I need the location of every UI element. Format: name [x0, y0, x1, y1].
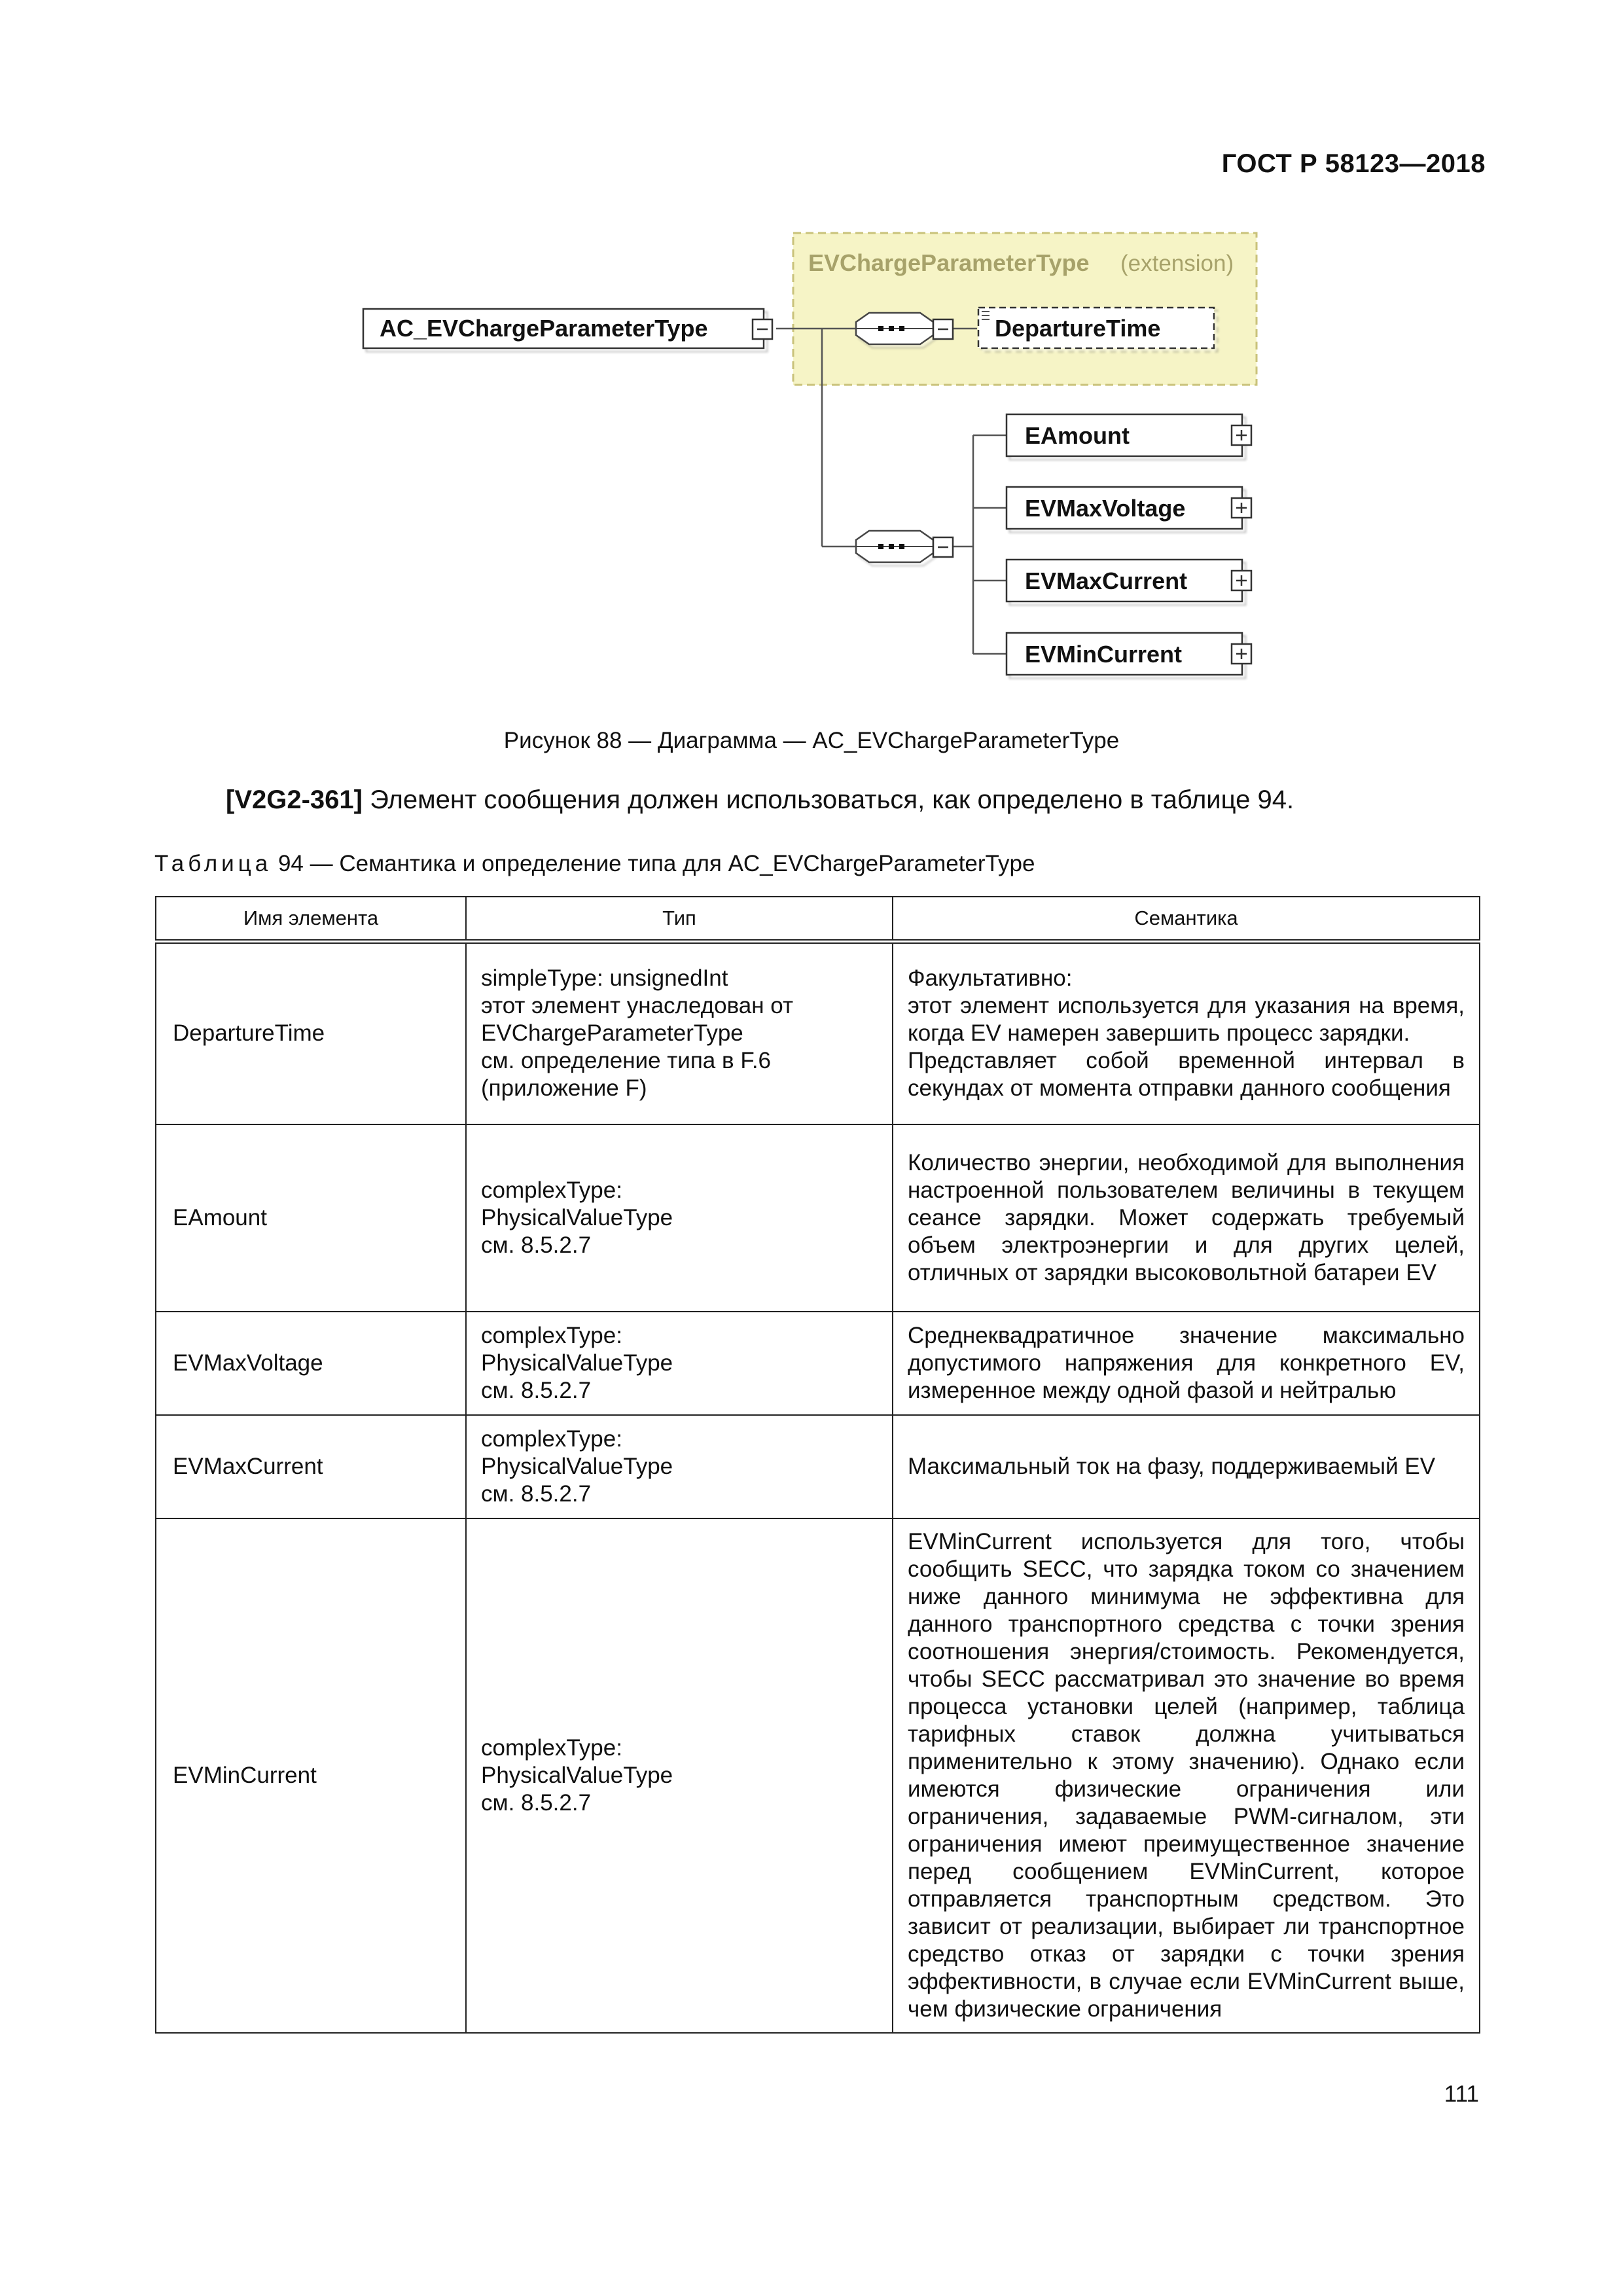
figure-caption: Рисунок 88 — Диаграмма — AC_EVChargeParameterType [503, 728, 1120, 753]
header-type: Тип [466, 897, 893, 942]
table-row [156, 942, 1480, 1124]
table-header-row [156, 897, 1480, 942]
requirement-id: [V2G2-361] [226, 785, 363, 814]
table-title-prefix: Таблица [154, 851, 272, 876]
semantics-table [155, 896, 1480, 2034]
type-line: см. 8.5.2.7 [481, 1377, 592, 1403]
type-line: simpleType: unsignedInt [481, 965, 728, 992]
table-row [156, 1312, 1480, 1415]
cell-element-name: DepartureTime [156, 942, 466, 1124]
evmaxvoltage-label: EVMaxVoltage [1025, 495, 1186, 522]
cell-semantics [893, 1518, 1480, 2033]
table-row [156, 1415, 1480, 1518]
semantics-line: EVMinCurrent используется для того, чтобы сообщить SECC, что зарядка током со значением ниже данного минимума не эффективна для данного транспортного средства с точки зрения соотношения энергия/стоимость. Рекомендуется, чтобы SECC рассматривал это значение во время процесса установки целей (например, таблица тарифных ставок должна учитываться применительно к этому значению). Однако если имеются физические ограничения или ограничения, задаваемые PWM-сигналом, эти ограничения имеют преимущественное значение перед сообщением EVMinCurrent, которое отправляется транспортным средством. Это зависит от реализации, выбирает ли транспортное средство отказ от зарядки с точки зрения эффективности, в случае если EVMinCurrent выше, чем физические ограничения [908, 1528, 1465, 2022]
type-line: complexType: [481, 1322, 622, 1348]
type-line: PhysicalValueType [481, 1453, 673, 1479]
cell-type [466, 1124, 893, 1312]
type-line: EVChargeParameterType [481, 1020, 743, 1047]
table-title-text: 94 — Семантика и определение типа для AC_EVChargeParameterType [272, 851, 1035, 876]
semantics-line: этот элемент используется для указания на время, когда EV намерен завершить процесс зарядки. [908, 993, 1465, 1047]
collapse-icon [753, 319, 772, 339]
document-header: ГОСТ Р 58123—2018 [1221, 149, 1486, 178]
type-line: complexType: [481, 1426, 622, 1452]
table-row [156, 1124, 1480, 1312]
expand-icon [1232, 425, 1251, 445]
type-line: complexType: [481, 1177, 622, 1203]
type-line: см. 8.5.2.7 [481, 1480, 592, 1507]
cell-element-name: EVMaxVoltage [156, 1312, 466, 1415]
header-semantics: Семантика [893, 897, 1480, 942]
cell-type [466, 942, 893, 1124]
cell-element-name: EVMinCurrent [156, 1518, 466, 2033]
cell-semantics [893, 942, 1480, 1124]
cell-type [466, 1415, 893, 1518]
cell-semantics [893, 1124, 1480, 1312]
semantics-line: Факультативно: [908, 965, 1073, 992]
type-line: PhysicalValueType [481, 1204, 673, 1230]
header-element-name: Имя элемента [156, 897, 466, 942]
cell-type [466, 1312, 893, 1415]
table-row [156, 1518, 1480, 2033]
semantics-line: Представляет собой временной интервал в секундах от момента отправки данного сообщения [908, 1048, 1465, 1102]
extension-note: (extension) [1120, 251, 1234, 276]
table-title [154, 851, 1035, 877]
eamount-label: EAmount [1025, 422, 1130, 449]
type-line: (приложение F) [481, 1075, 647, 1102]
expand-icon [1232, 498, 1251, 518]
page-number: 111 [1444, 2081, 1479, 2107]
requirement-text: Элемент сообщения должен использоваться, как определено в таблице 94. [362, 785, 1294, 814]
root-element-label: AC_EVChargeParameterType [380, 315, 708, 342]
semantics-line: Максимальный ток на фазу, поддерживаемый EV [908, 1453, 1436, 1479]
type-line: PhysicalValueType [481, 1350, 673, 1376]
semantics-line: Количество энергии, необходимой для выполнения настроенной пользователем величины в текущем сеансе зарядки. Может содержать требуемый объем электроэнергии и для других целей, отличных от зарядки высоковольтной батареи EV [908, 1149, 1465, 1285]
collapse-icon [933, 537, 953, 557]
requirement-paragraph [226, 785, 1294, 815]
type-line: см. определение типа в F.6 [481, 1048, 772, 1074]
cell-element-name: EAmount [156, 1124, 466, 1312]
type-line: complexType: [481, 1734, 622, 1761]
cell-semantics [893, 1312, 1480, 1415]
cell-element-name: EVMaxCurrent [156, 1415, 466, 1518]
type-line: см. 8.5.2.7 [481, 1232, 592, 1258]
schema-diagram [0, 0, 1623, 720]
cell-type [466, 1518, 893, 2033]
semantics-line: Среднеквадратичное значение максимально допустимого напряжения для конкретного EV, измеренное между одной фазой и нейтралью [908, 1322, 1465, 1403]
type-line: этот элемент унаследован от [481, 993, 794, 1019]
expand-icon [1232, 571, 1251, 590]
cell-semantics [893, 1415, 1480, 1518]
type-line: см. 8.5.2.7 [481, 1789, 592, 1816]
evmincurrent-label: EVMinCurrent [1025, 641, 1183, 668]
departure-time-label: DepartureTime [995, 315, 1161, 342]
collapse-icon [933, 319, 953, 339]
expand-icon [1232, 644, 1251, 664]
evmaxcurrent-label: EVMaxCurrent [1025, 567, 1188, 594]
extension-label: EVChargeParameterType [808, 249, 1090, 276]
type-line: PhysicalValueType [481, 1762, 673, 1788]
